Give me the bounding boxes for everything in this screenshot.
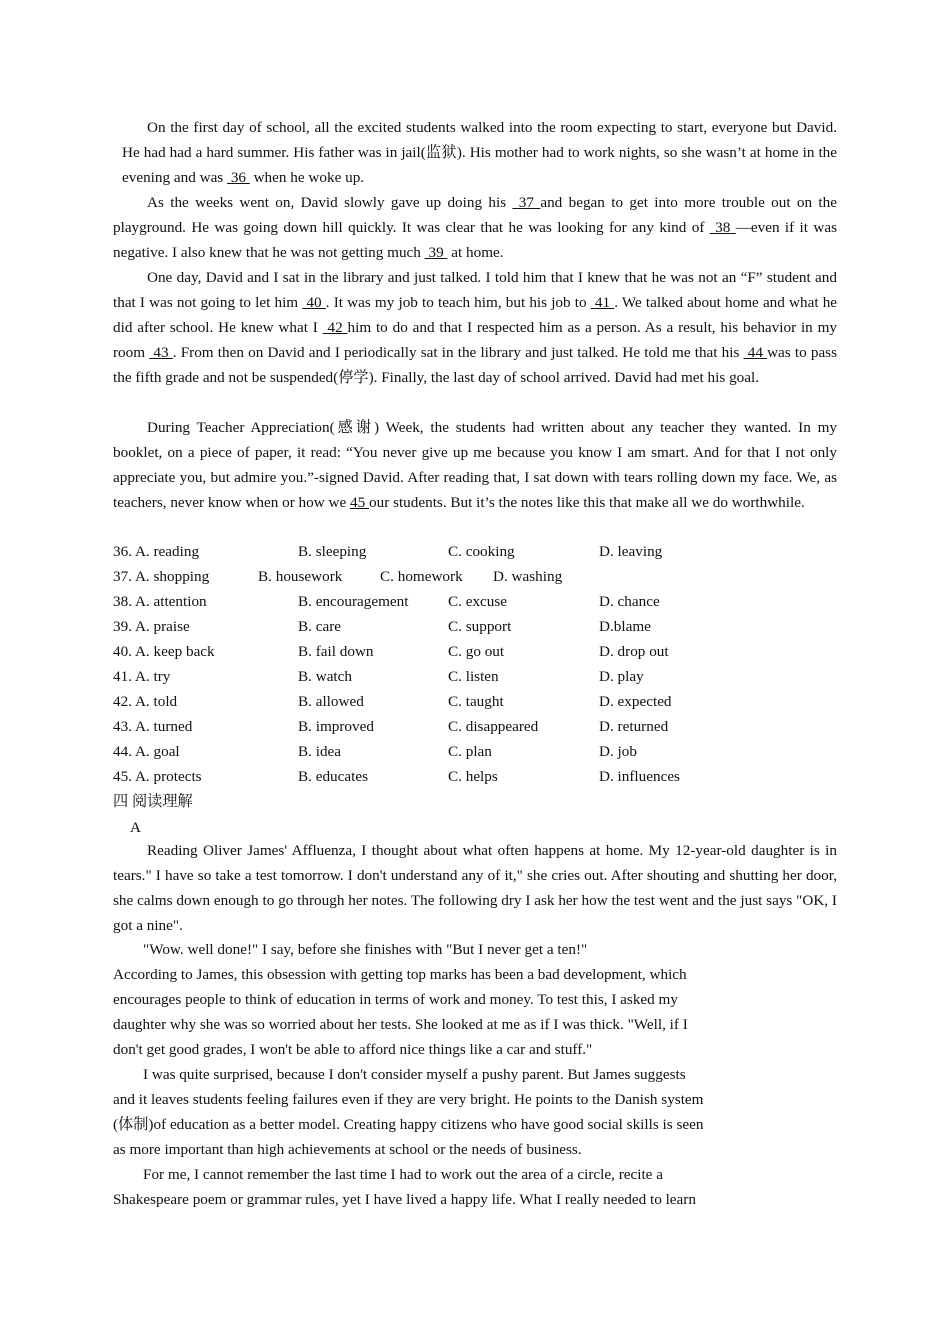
- option-a: 43. A. turned: [113, 718, 193, 735]
- blank-38: 38: [709, 219, 736, 236]
- option-c: C. plan: [448, 743, 492, 760]
- text: was to pass the fifth grade and not be suspended(停学). Finally, the last day of school arrived. David had met his goal.: [113, 344, 838, 386]
- text: . It was my job to teach him, but his job to: [325, 294, 591, 311]
- cloze-paragraph-3: [113, 265, 837, 390]
- blank-45: 45: [350, 494, 369, 511]
- option-d: D. job: [599, 743, 637, 760]
- option-b: B. care: [298, 618, 342, 635]
- option-a: 39. A. praise: [113, 618, 190, 635]
- blank-36: 36: [227, 169, 250, 186]
- option-d: D. play: [599, 668, 644, 685]
- option-b: B. educates: [298, 768, 369, 785]
- option-d: D. influences: [599, 768, 680, 785]
- option-a: 40. A. keep back: [113, 643, 215, 660]
- text-line: (体制)of education as a better model. Creating happy citizens who have good social skills is seen: [113, 1116, 704, 1133]
- text: our students. But it’s the notes like this that make all we do worthwhile.: [369, 494, 805, 511]
- option-b: B. encouragement: [298, 593, 409, 610]
- option-c: C. listen: [448, 668, 499, 685]
- reading-paragraph-3: [113, 962, 773, 1062]
- option-a: 44. A. goal: [113, 743, 180, 760]
- option-c: C. taught: [448, 693, 504, 710]
- option-a: 37. A. shopping: [113, 568, 210, 585]
- text-line: According to James, this obsession with getting top marks has been a bad development, which: [113, 966, 687, 983]
- option-b: B. watch: [298, 668, 352, 685]
- cloze-paragraph-2: [113, 190, 837, 265]
- text-line: don't get good grades, I won't be able to afford nice things like a car and stuff.": [113, 1041, 593, 1058]
- option-c: C. helps: [448, 768, 498, 785]
- option-row-43: [113, 714, 837, 739]
- option-b: B. idea: [298, 743, 342, 760]
- option-d: D. washing: [493, 568, 563, 585]
- section-heading: 四 阅读理解: [113, 793, 193, 810]
- blank-40: 40: [302, 294, 326, 311]
- option-row-41: [113, 664, 837, 689]
- text: During Teacher Appreciation(感谢) Week, the students had written about any teacher they wanted. In my booklet, on a piece of paper, it read: “You never give up me because you know I am smart. And for that I not only appreciate you, but admire you.”-signed David. After reading that, I sat down with tears rolling down my face. We, as teachers, never know when or how we: [113, 419, 837, 511]
- option-a: 41. A. try: [113, 668, 171, 685]
- option-d: D.blame: [599, 618, 651, 635]
- reading-paragraph-2: "Wow. well done!" I say, before she finishes with "But I never get a ten!": [143, 941, 588, 958]
- text: One day, David and I sat in the library and just talked. I told him that I knew that he was not an “F” student and that I was not going to let him: [113, 269, 837, 311]
- subsection-label: A: [130, 819, 141, 836]
- option-c: C. go out: [448, 643, 505, 660]
- blank-43: 43: [149, 344, 173, 361]
- text-line: and it leaves students feeling failures even if they are very bright. He points to the Danish system: [113, 1091, 704, 1108]
- option-d: D. drop out: [599, 643, 669, 660]
- option-c: C. support: [448, 618, 512, 635]
- blank-37: 37: [512, 194, 541, 211]
- option-c: C. excuse: [448, 593, 508, 610]
- option-row-38: [113, 589, 837, 614]
- blank-41: 41: [590, 294, 615, 311]
- text: . We talked about home and what he did after school. He knew what I: [113, 294, 838, 336]
- text: when he woke up.: [249, 169, 365, 186]
- option-row-42: [113, 689, 837, 714]
- text-line: daughter why she was so worried about her tests. She looked at me as if I was thick. "Well, if I: [113, 1016, 688, 1033]
- option-row-44: [113, 739, 837, 764]
- option-a: 45. A. protects: [113, 768, 202, 785]
- text: . From then on David and I periodically sat in the library and just talked. He told me that his: [172, 344, 744, 361]
- text-line: I was quite surprised, because I don't consider myself a pushy parent. But James suggests: [143, 1066, 686, 1083]
- blank-44: 44: [743, 344, 768, 361]
- cloze-paragraph-4: [113, 415, 837, 515]
- option-a: 38. A. attention: [113, 593, 207, 610]
- option-a: 42. A. told: [113, 693, 178, 710]
- option-a: 36. A. reading: [113, 543, 200, 560]
- option-b: B. improved: [298, 718, 374, 735]
- option-c: C. disappeared: [448, 718, 539, 735]
- text: —even if it was negative. I also knew that he was not getting much: [113, 219, 837, 261]
- text-line: Shakespeare poem or grammar rules, yet I have lived a happy life. What I really needed to learn: [113, 1191, 696, 1208]
- text: and began to get into more trouble out on the playground. He was going down hill quickly. It was clear that he was looking for any kind of: [113, 194, 837, 236]
- option-d: D. chance: [599, 593, 660, 610]
- option-b: B. sleeping: [298, 543, 367, 560]
- blank-39: 39: [424, 244, 448, 261]
- text-line: as more important than high achievements at school or the needs of business.: [113, 1141, 582, 1158]
- option-d: D. returned: [599, 718, 669, 735]
- blank-42: 42: [322, 319, 348, 336]
- reading-paragraph-1: Reading Oliver James' Affluenza, I thought about what often happens at home. My 12-year-old daughter is in tears." I have so take a test tomorrow. I don't understand any of it," she cries out. After shouting and shutting her door, she calms down enough to go through her notes. The following dry I ask her how the test went and the just says "OK, I got a nine".: [113, 842, 837, 934]
- cloze-paragraph-1: [122, 115, 837, 190]
- option-row-37: [113, 564, 837, 589]
- text-line: For me, I cannot remember the last time I had to work out the area of a circle, recite a: [143, 1166, 663, 1183]
- option-b: B. fail down: [298, 643, 374, 660]
- option-d: D. leaving: [599, 543, 663, 560]
- option-b: B. allowed: [298, 693, 364, 710]
- option-row-40: [113, 639, 837, 664]
- option-b: B. housework: [258, 568, 343, 585]
- option-row-39: [113, 614, 837, 639]
- option-d: D. expected: [599, 693, 672, 710]
- option-c: C. cooking: [448, 543, 515, 560]
- text: at home.: [447, 244, 504, 261]
- reading-paragraph-4: [113, 1062, 773, 1162]
- option-row-36: [113, 539, 837, 564]
- text: On the first day of school, all the excited students walked into the room expecting to start, everyone but David. He had had a hard summer. His father was in jail(监狱). His mother had to work nights, so she wasn’t at home in the evening and was: [122, 119, 837, 186]
- text: As the weeks went on, David slowly gave up doing his: [147, 194, 513, 211]
- text-line: encourages people to think of education in terms of work and money. To test this, I asked my: [113, 991, 678, 1008]
- option-row-45: [113, 764, 837, 789]
- option-c: C. homework: [380, 568, 463, 585]
- text: him to do and that I respected him as a person. As a result, his behavior in my room: [113, 319, 837, 361]
- reading-paragraph-5: [113, 1162, 773, 1212]
